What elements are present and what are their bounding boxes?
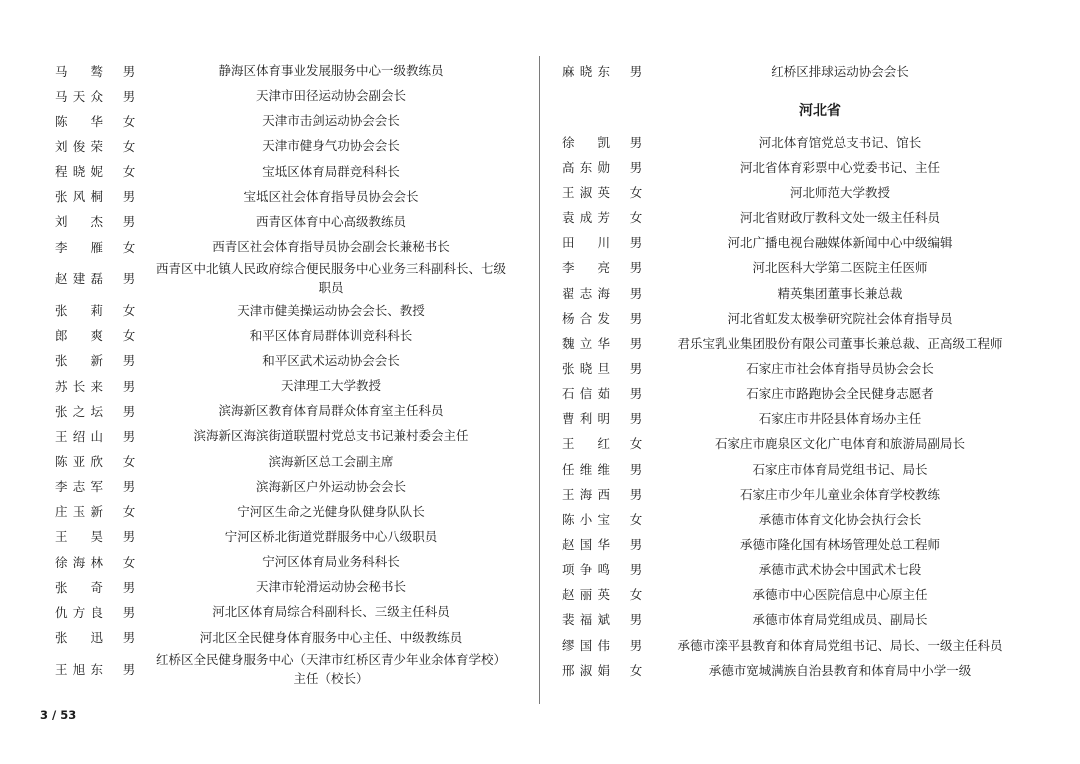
person-name: 张 莉 xyxy=(55,303,103,319)
list-item xyxy=(552,154,1028,179)
list-item xyxy=(552,330,1028,355)
person-gender: 女 xyxy=(122,328,136,344)
list-item xyxy=(552,179,1028,204)
person-name: 陈小宝 xyxy=(562,511,610,527)
person-name: 裴福斌 xyxy=(562,612,610,628)
person-name: 邢淑娟 xyxy=(562,662,610,678)
person-gender: 男 xyxy=(122,529,136,545)
list-item xyxy=(45,524,517,549)
person-gender: 男 xyxy=(122,189,136,205)
person-name: 赵建磊 xyxy=(55,271,103,287)
person-title: 石家庄市少年儿童业余体育学校教练 xyxy=(739,486,940,502)
person-title: 天津市击剑运动协会会长 xyxy=(262,113,400,129)
person-name: 赵国华 xyxy=(562,536,610,552)
person-name: 麻晓东 xyxy=(562,63,610,79)
person-gender: 男 xyxy=(629,612,643,628)
list-item xyxy=(552,531,1028,556)
person-title: 承德市中心医院信息中心原主任 xyxy=(752,587,928,603)
person-title: 河北省财政厅教科文处一级主任科员 xyxy=(739,210,940,226)
person-title: 承德市隆化国有林场管理处总工程师 xyxy=(739,536,940,552)
person-name: 仇方良 xyxy=(55,604,103,620)
person-gender: 女 xyxy=(629,436,643,452)
person-title: 石家庄市鹿泉区文化广电体育和旅游局副局长 xyxy=(714,436,965,452)
person-name: 李 亮 xyxy=(562,260,610,276)
list-item xyxy=(552,657,1028,682)
list-item xyxy=(45,574,517,599)
list-item xyxy=(552,607,1028,632)
person-gender: 男 xyxy=(629,562,643,578)
list-item xyxy=(45,650,517,689)
list-item xyxy=(45,423,517,448)
person-gender: 女 xyxy=(122,504,136,520)
person-title: 河北省虹发太极拳研究院社会体育指导员 xyxy=(727,310,953,326)
person-name: 张 奇 xyxy=(55,579,103,595)
list-item xyxy=(45,234,517,259)
person-title: 天津市健美操运动协会会长、教授 xyxy=(237,302,425,318)
list-item xyxy=(45,348,517,373)
list-item xyxy=(552,506,1028,531)
person-title: 石家庄市体育局党组书记、局长 xyxy=(752,461,928,477)
list-item xyxy=(45,448,517,473)
person-gender: 男 xyxy=(629,260,643,276)
person-name: 曹利明 xyxy=(562,411,610,427)
person-name: 刘 杰 xyxy=(55,214,103,230)
person-name: 翟志海 xyxy=(562,285,610,301)
person-title: 西青区体育中心高级教练员 xyxy=(255,213,406,229)
person-title: 宝坻区体育局群竞科科长 xyxy=(262,163,400,179)
list-item xyxy=(552,58,1028,83)
person-name: 陈 华 xyxy=(55,113,103,129)
list-item xyxy=(45,398,517,423)
person-gender: 女 xyxy=(122,454,136,470)
person-title: 红桥区全民健身服务中心（天津市红桥区青少年业余体育学校）主任（校长） xyxy=(155,651,506,686)
person-name: 王淑英 xyxy=(562,184,610,200)
person-title: 河北体育馆党总支书记、馆长 xyxy=(758,134,922,150)
list-item xyxy=(45,58,517,83)
person-name: 张之坛 xyxy=(55,403,103,419)
person-gender: 女 xyxy=(629,184,643,200)
person-title: 红桥区排球运动协会会长 xyxy=(771,63,909,79)
person-gender: 男 xyxy=(122,403,136,419)
person-title: 河北广播电视台融媒体新闻中心中级编辑 xyxy=(727,235,953,251)
list-item xyxy=(45,298,517,323)
person-gender: 女 xyxy=(122,554,136,570)
person-name: 魏立华 xyxy=(562,335,610,351)
list-item xyxy=(45,373,517,398)
person-gender: 男 xyxy=(629,637,643,653)
list-item xyxy=(552,280,1028,305)
list-item xyxy=(552,456,1028,481)
person-gender: 女 xyxy=(122,303,136,319)
person-title: 君乐宝乳业集团股份有限公司董事长兼总裁、正高级工程师 xyxy=(677,335,1003,351)
person-gender: 男 xyxy=(122,428,136,444)
person-gender: 女 xyxy=(629,587,643,603)
list-item xyxy=(552,355,1028,380)
person-name: 任维维 xyxy=(562,461,610,477)
person-name: 马 骜 xyxy=(55,63,103,79)
person-name: 田 川 xyxy=(562,235,610,251)
list-item xyxy=(45,108,517,133)
person-title: 和平区体育局群体训竞科科长 xyxy=(249,327,413,343)
left-column xyxy=(45,58,517,688)
person-title: 河北师范大学教授 xyxy=(789,184,890,200)
person-name: 袁成芳 xyxy=(562,210,610,226)
list-item xyxy=(552,557,1028,582)
person-name: 张 迅 xyxy=(55,630,103,646)
person-name: 张晓旦 xyxy=(562,360,610,376)
person-title: 河北医科大学第二医院主任医师 xyxy=(752,260,928,276)
person-name: 王 红 xyxy=(562,436,610,452)
person-title: 静海区体育事业发展服务中心一级教练员 xyxy=(218,63,444,79)
person-gender: 男 xyxy=(629,536,643,552)
list-item xyxy=(552,481,1028,506)
person-name: 郎 爽 xyxy=(55,328,103,344)
person-gender: 男 xyxy=(629,360,643,376)
list-item xyxy=(45,474,517,499)
person-name: 王旭东 xyxy=(55,661,103,677)
person-title: 宁河区生命之光健身队健身队队长 xyxy=(237,503,425,519)
list-item xyxy=(45,499,517,524)
person-gender: 男 xyxy=(122,604,136,620)
person-gender: 女 xyxy=(122,138,136,154)
person-title: 石家庄市社会体育指导员协会会长 xyxy=(746,360,934,376)
person-title: 天津理工大学教授 xyxy=(280,378,381,394)
person-gender: 男 xyxy=(629,159,643,175)
person-name: 赵丽英 xyxy=(562,587,610,603)
list-item xyxy=(552,205,1028,230)
person-gender: 男 xyxy=(122,214,136,230)
person-title: 天津市健身气功协会会长 xyxy=(262,138,400,154)
person-title: 河北省体育彩票中心党委书记、主任 xyxy=(739,159,940,175)
person-gender: 男 xyxy=(629,335,643,351)
person-gender: 男 xyxy=(629,486,643,502)
person-title: 滨海新区总工会副主席 xyxy=(268,453,394,469)
person-name: 苏长来 xyxy=(55,378,103,394)
page-number: 3 / 53 xyxy=(40,708,77,722)
person-gender: 男 xyxy=(122,88,136,104)
list-item xyxy=(552,632,1028,657)
person-gender: 女 xyxy=(629,511,643,527)
person-gender: 男 xyxy=(629,134,643,150)
person-gender: 男 xyxy=(122,579,136,595)
right-column xyxy=(552,58,1028,682)
person-title: 承德市滦平县教育和体育局党组书记、局长、一级主任科员 xyxy=(677,637,1003,653)
person-gender: 男 xyxy=(122,353,136,369)
person-gender: 男 xyxy=(122,271,136,287)
person-title: 西青区中北镇人民政府综合便民服务中心业务三科副科长、七级职员 xyxy=(155,261,506,296)
list-item xyxy=(45,133,517,158)
person-name: 石信茹 xyxy=(562,386,610,402)
person-title: 石家庄市路跑协会全民健身志愿者 xyxy=(746,386,934,402)
list-item xyxy=(45,624,517,649)
person-title: 石家庄市井陉县体育场办主任 xyxy=(758,411,922,427)
person-name: 李 雁 xyxy=(55,239,103,255)
person-title: 宁河区体育局业务科科长 xyxy=(262,554,400,570)
person-title: 承德市宽城满族自治县教育和体育局中小学一级 xyxy=(708,662,972,678)
person-gender: 男 xyxy=(122,661,136,677)
list-item xyxy=(45,209,517,234)
list-item xyxy=(552,406,1028,431)
list-item xyxy=(45,599,517,624)
person-gender: 男 xyxy=(629,411,643,427)
person-name: 马天众 xyxy=(55,88,103,104)
person-title: 精英集团董事长兼总裁 xyxy=(777,285,903,301)
province-heading: 河北省 xyxy=(799,103,841,120)
person-title: 滨海新区海滨街道联盟村党总支书记兼村委会主任 xyxy=(193,428,469,444)
person-gender: 男 xyxy=(629,386,643,402)
list-item xyxy=(552,129,1028,154)
list-item xyxy=(552,305,1028,330)
person-title: 承德市武术协会中国武术七段 xyxy=(758,562,922,578)
person-gender: 女 xyxy=(629,210,643,226)
person-title: 宝坻区社会体育指导员协会会长 xyxy=(243,188,419,204)
person-gender: 女 xyxy=(122,113,136,129)
list-item xyxy=(552,230,1028,255)
person-name: 王绍山 xyxy=(55,428,103,444)
list-item xyxy=(45,159,517,184)
person-title: 承德市体育文化协会执行会长 xyxy=(758,511,922,527)
list-item xyxy=(45,184,517,209)
person-gender: 女 xyxy=(122,164,136,180)
person-gender: 男 xyxy=(122,63,136,79)
list-item xyxy=(45,549,517,574)
list-item xyxy=(45,259,517,298)
person-title: 滨海新区教育体育局群众体育室主任科员 xyxy=(218,403,444,419)
person-name: 王 昊 xyxy=(55,529,103,545)
person-title: 天津市轮滑运动协会秘书长 xyxy=(255,579,406,595)
list-item xyxy=(552,431,1028,456)
person-title: 天津市田径运动协会副会长 xyxy=(255,88,406,104)
list-item xyxy=(552,255,1028,280)
person-name: 程晓妮 xyxy=(55,164,103,180)
person-name: 杨合发 xyxy=(562,310,610,326)
person-title: 和平区武术运动协会会长 xyxy=(262,352,400,368)
person-title: 宁河区桥北街道党群服务中心八级职员 xyxy=(224,528,438,544)
person-name: 缪国伟 xyxy=(562,637,610,653)
person-title: 河北区全民健身体育服务中心主任、中级教练员 xyxy=(199,629,463,645)
person-gender: 男 xyxy=(122,630,136,646)
person-gender: 女 xyxy=(122,239,136,255)
person-gender: 男 xyxy=(122,479,136,495)
person-gender: 男 xyxy=(629,235,643,251)
person-name: 项争鸣 xyxy=(562,562,610,578)
person-title: 河北区体育局综合科副科长、三级主任科员 xyxy=(212,604,450,620)
person-name: 张 新 xyxy=(55,353,103,369)
person-title: 滨海新区户外运动协会会长 xyxy=(255,478,406,494)
list-item xyxy=(45,323,517,348)
person-gender: 男 xyxy=(629,310,643,326)
person-name: 庄玉新 xyxy=(55,504,103,520)
person-name: 李志军 xyxy=(55,479,103,495)
column-divider xyxy=(539,56,540,704)
person-name: 王海西 xyxy=(562,486,610,502)
person-name: 徐海林 xyxy=(55,554,103,570)
person-gender: 男 xyxy=(122,378,136,394)
person-name: 张风桐 xyxy=(55,189,103,205)
list-item xyxy=(45,83,517,108)
person-name: 刘俊荣 xyxy=(55,138,103,154)
person-gender: 男 xyxy=(629,63,643,79)
person-name: 高东勋 xyxy=(562,159,610,175)
person-gender: 男 xyxy=(629,285,643,301)
person-title: 西青区社会体育指导员协会副会长兼秘书长 xyxy=(212,239,450,255)
person-gender: 男 xyxy=(629,461,643,477)
list-item xyxy=(552,582,1028,607)
person-gender: 女 xyxy=(629,662,643,678)
person-name: 陈亚欣 xyxy=(55,454,103,470)
person-title: 承德市体育局党组成员、副局长 xyxy=(752,612,928,628)
list-item xyxy=(552,381,1028,406)
person-name: 徐 凯 xyxy=(562,134,610,150)
